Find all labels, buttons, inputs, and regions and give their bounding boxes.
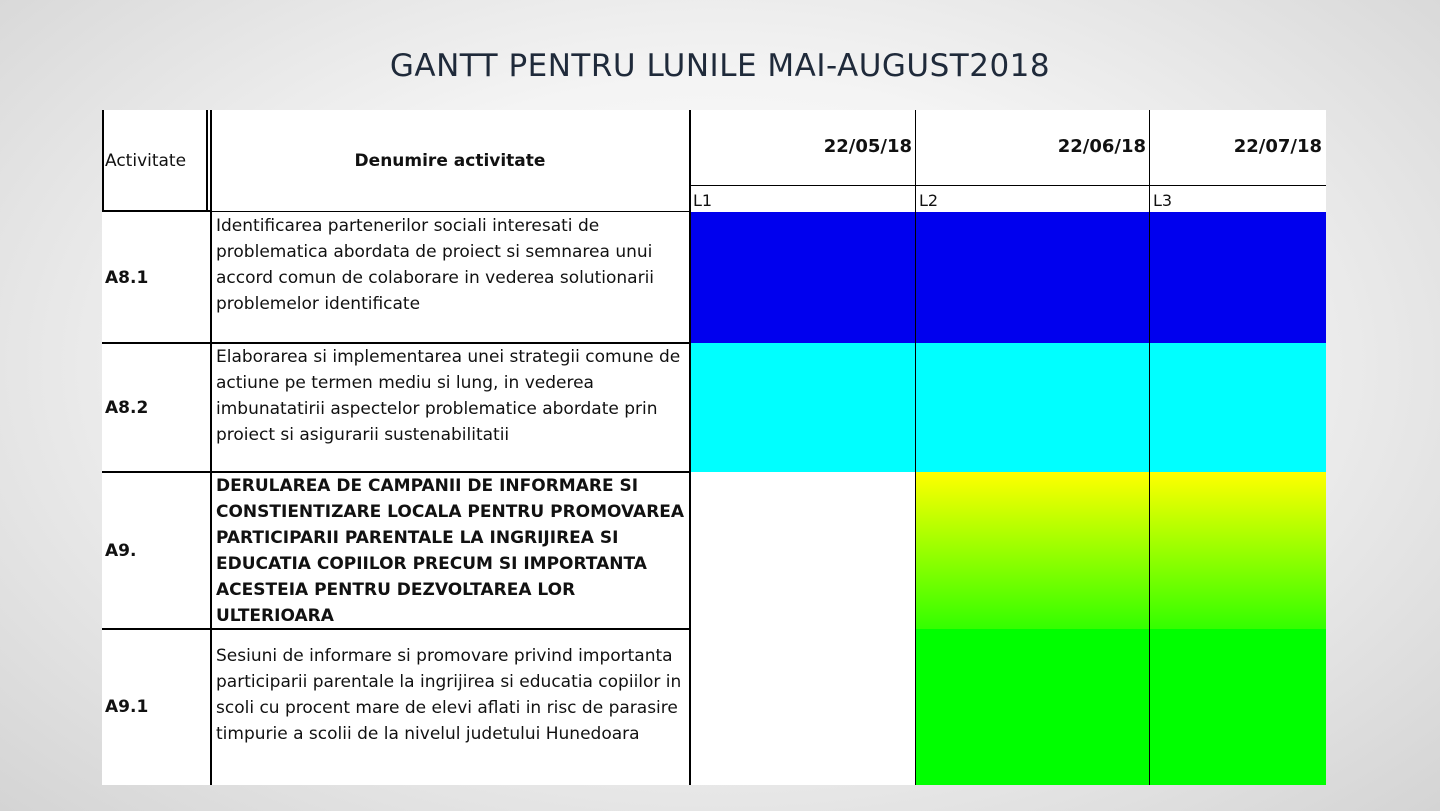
gantt-empty-cell bbox=[690, 472, 916, 629]
gantt-bar-cell bbox=[1150, 212, 1326, 343]
gantt-bar-cell bbox=[916, 343, 1150, 472]
gantt-bar-cell bbox=[1150, 472, 1326, 629]
gantt-bar-cell bbox=[1150, 343, 1326, 472]
activity-code: A8.2 bbox=[105, 397, 149, 418]
gantt-bar-cell bbox=[916, 212, 1150, 343]
activity-name: Identificarea partenerilor sociali interesati de problematica abordata de proiect si semnarea unui accord comun de colaborare in vederea solutionarii problemelor identificate bbox=[216, 216, 655, 314]
grid-line bbox=[206, 110, 208, 212]
grid-line bbox=[210, 211, 690, 212]
activity-name: Elaborarea si implementarea unei strategii comune de actiune pe termen mediu si lung, in vederea imbunatatirii aspectelor problematice abordate prin proiect si asigurarii sustenabilitatii bbox=[216, 347, 681, 445]
grid-line bbox=[915, 110, 916, 785]
header-date-3: 22/07/18 bbox=[1233, 136, 1322, 157]
header-date-1: 22/05/18 bbox=[823, 136, 912, 157]
header-activity-name: Denumire activitate bbox=[354, 151, 546, 171]
header-month-1: L1 bbox=[693, 191, 713, 210]
grid-line bbox=[102, 210, 210, 212]
gantt-empty-cell bbox=[690, 629, 916, 785]
gantt-bar-cell bbox=[690, 212, 916, 343]
gantt-bar-cell bbox=[916, 629, 1150, 785]
header-month-2: L2 bbox=[919, 191, 939, 210]
activity-code: A8.1 bbox=[105, 267, 149, 288]
slide-title: GANTT PENTRU LUNILE MAI-AUGUST2018 bbox=[389, 48, 1051, 84]
activity-code: A9. bbox=[105, 540, 137, 561]
activity-code: A9.1 bbox=[105, 697, 149, 717]
gantt-table bbox=[102, 110, 1326, 785]
gantt-bar-cell bbox=[916, 472, 1150, 629]
header-activity: Activitate bbox=[105, 151, 187, 171]
grid-line bbox=[102, 110, 104, 212]
header-month-3: L3 bbox=[1153, 191, 1173, 210]
activity-name: Sesiuni de informare si promovare privind importanta participarii parentale la ingrijirea si educatia copiilor in scoli cu procent mare de elevi aflati in risc de parasire timpurie a scolii de la nivelul judetului Hunedoara bbox=[216, 646, 682, 744]
activity-name: DERULAREA DE CAMPANII DE INFORMARE SI CONSTIENTIZARE LOCALA PENTRU PROMOVAREA PARTICIPARII PARENTALE LA INGRIJIREA SI EDUCATIA COPIILOR PRECUM SI IMPORTANTA ACESTEIA PENTRU DEZVOLTAREA LOR ULTERIOARA bbox=[216, 476, 685, 626]
grid-line bbox=[1149, 110, 1150, 785]
gantt-bar-cell bbox=[1150, 629, 1326, 785]
grid-line bbox=[690, 185, 1326, 186]
gantt-bar-cell bbox=[690, 343, 916, 472]
header-date-2: 22/06/18 bbox=[1057, 136, 1146, 157]
